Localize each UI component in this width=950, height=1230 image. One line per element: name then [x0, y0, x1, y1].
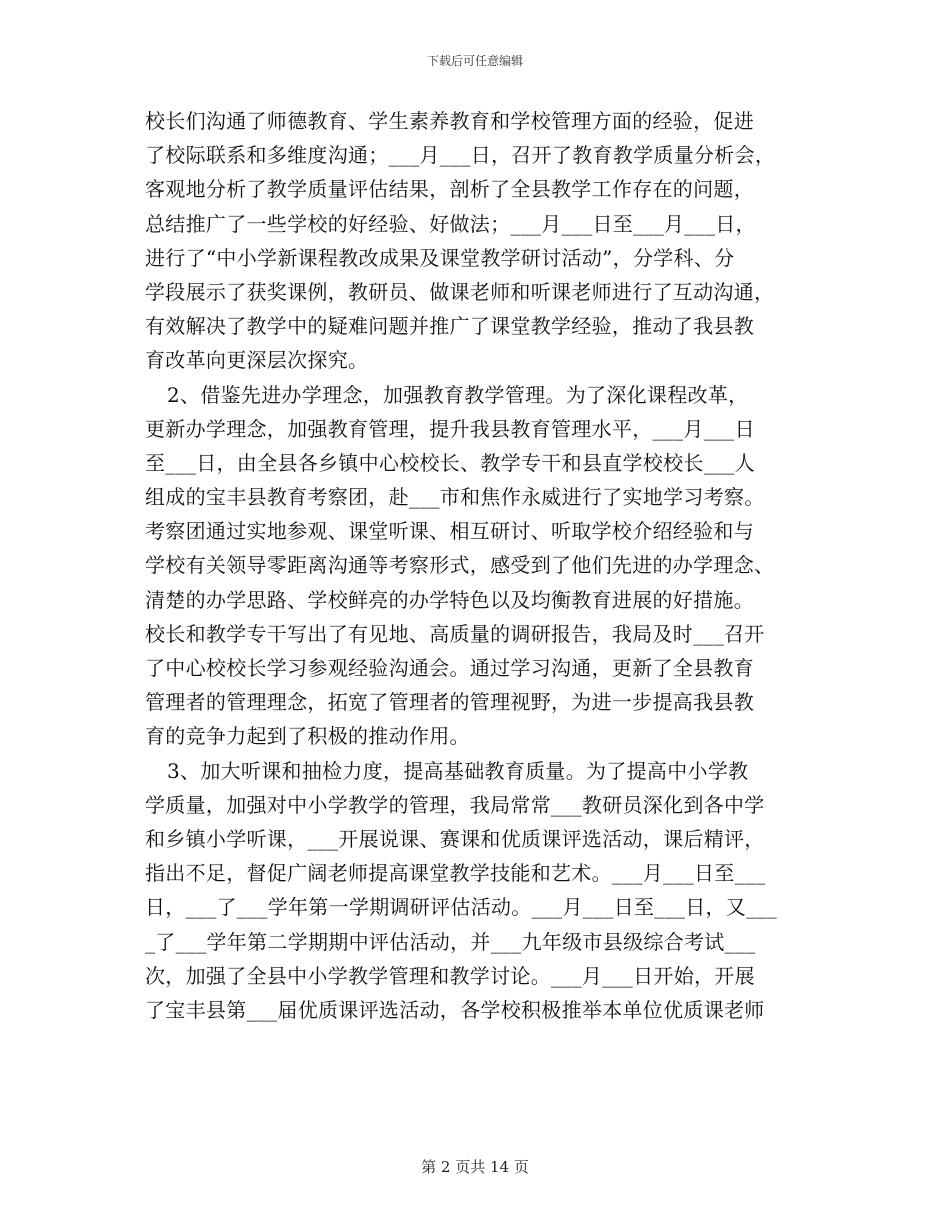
text-line: 学校有关领导零距离沟通等考察形式，感受到了他们先进的办学理念、: [145, 553, 775, 578]
text-line: 指出不足，督促广阔老师提高课堂教学技能和艺术。___月___日至___: [145, 861, 766, 886]
text-line: 总结推广了一些学校的好经验、好做法；___月___日至___月___日，: [145, 211, 756, 236]
text-line: 学段展示了获奖课例，教研员、做课老师和听课老师进行了互动沟通，: [145, 279, 775, 304]
text-line: 至___日，由全县各乡镇中心校校长、教学专干和县直学校校长___人: [145, 450, 755, 475]
text-line: 进行了“中小学新课程教改成果及课堂教学研讨活动”，分学科、分: [145, 245, 735, 270]
document-body: [145, 104, 807, 1027]
text-line: _了___学年第二学期期中评估活动，并___九年级市县级综合考试___: [145, 929, 756, 954]
text-line: 了校际联系和多维度沟通；___月___日，召开了教育教学质量分析会，: [145, 143, 776, 168]
text-line: 有效解决了教学中的疑难问题并推广了课堂教学经验，推动了我县教: [145, 314, 754, 339]
text-line: 考察团通过实地参观、课堂听课、相互研讨、听取学校介绍经验和与: [145, 519, 754, 544]
text-line: 和乡镇小学听课，___开展说课、赛课和优质课评选活动，课后精评，: [145, 826, 765, 851]
paragraph-start-line: 3、加大听课和抽检力度，提高基础教育质量。为了提高中小学教: [167, 758, 749, 783]
paragraph-start-line: 2、借鉴先进办学理念，加强教育教学管理。为了深化课程改革，: [167, 382, 749, 407]
text-line: 校长和教学专干写出了有见地、高质量的调研报告，我局及时___召开: [145, 621, 765, 646]
text-line: 育改革向更深层次探究。: [145, 348, 369, 373]
text-line: 日，___了___学年第一学期调研评估活动。___月___日至___日，又___: [145, 895, 777, 920]
text-line: 清楚的办学思路、学校鲜亮的办学特色以及均衡教育进展的好措施。: [145, 587, 754, 612]
text-line: 客观地分析了教学质量评估结果，剖析了全县教学工作存在的问题，: [145, 177, 754, 202]
text-line: 次，加强了全县中小学教学管理和教学讨论。___月___日开始，开展: [145, 963, 755, 988]
text-line: 学质量，加强对中小学教学的管理，我局常常___教研员深化到各中学: [145, 792, 765, 817]
text-line: 了中心校校长学习参观经验沟通会。通过学习沟通，更新了全县教育: [145, 656, 754, 680]
text-line: 校长们沟通了师德教育、学生素养教育和学校管理方面的经验，促进: [145, 109, 754, 133]
text-line: 了宝丰县第___届优质课评选活动，各学校积极推举本单位优质课老师: [145, 997, 765, 1022]
text-line: 组成的宝丰县教育考察团，赴___市和焦作永威进行了实地学习考察。: [145, 485, 765, 510]
text-line: 育的竞争力起到了积极的推动作用。: [145, 724, 470, 749]
page-header: 下载后可任意编辑: [426, 54, 523, 68]
text-line: 更新办学理念，加强教育管理，提升我县教育管理水平，___月___日: [145, 416, 755, 441]
page-footer: 第 2 页共 14 页: [421, 1158, 529, 1176]
text-line: 管理者的管理理念，拓宽了管理者的管理视野，为进一步提高我县教: [145, 690, 754, 715]
